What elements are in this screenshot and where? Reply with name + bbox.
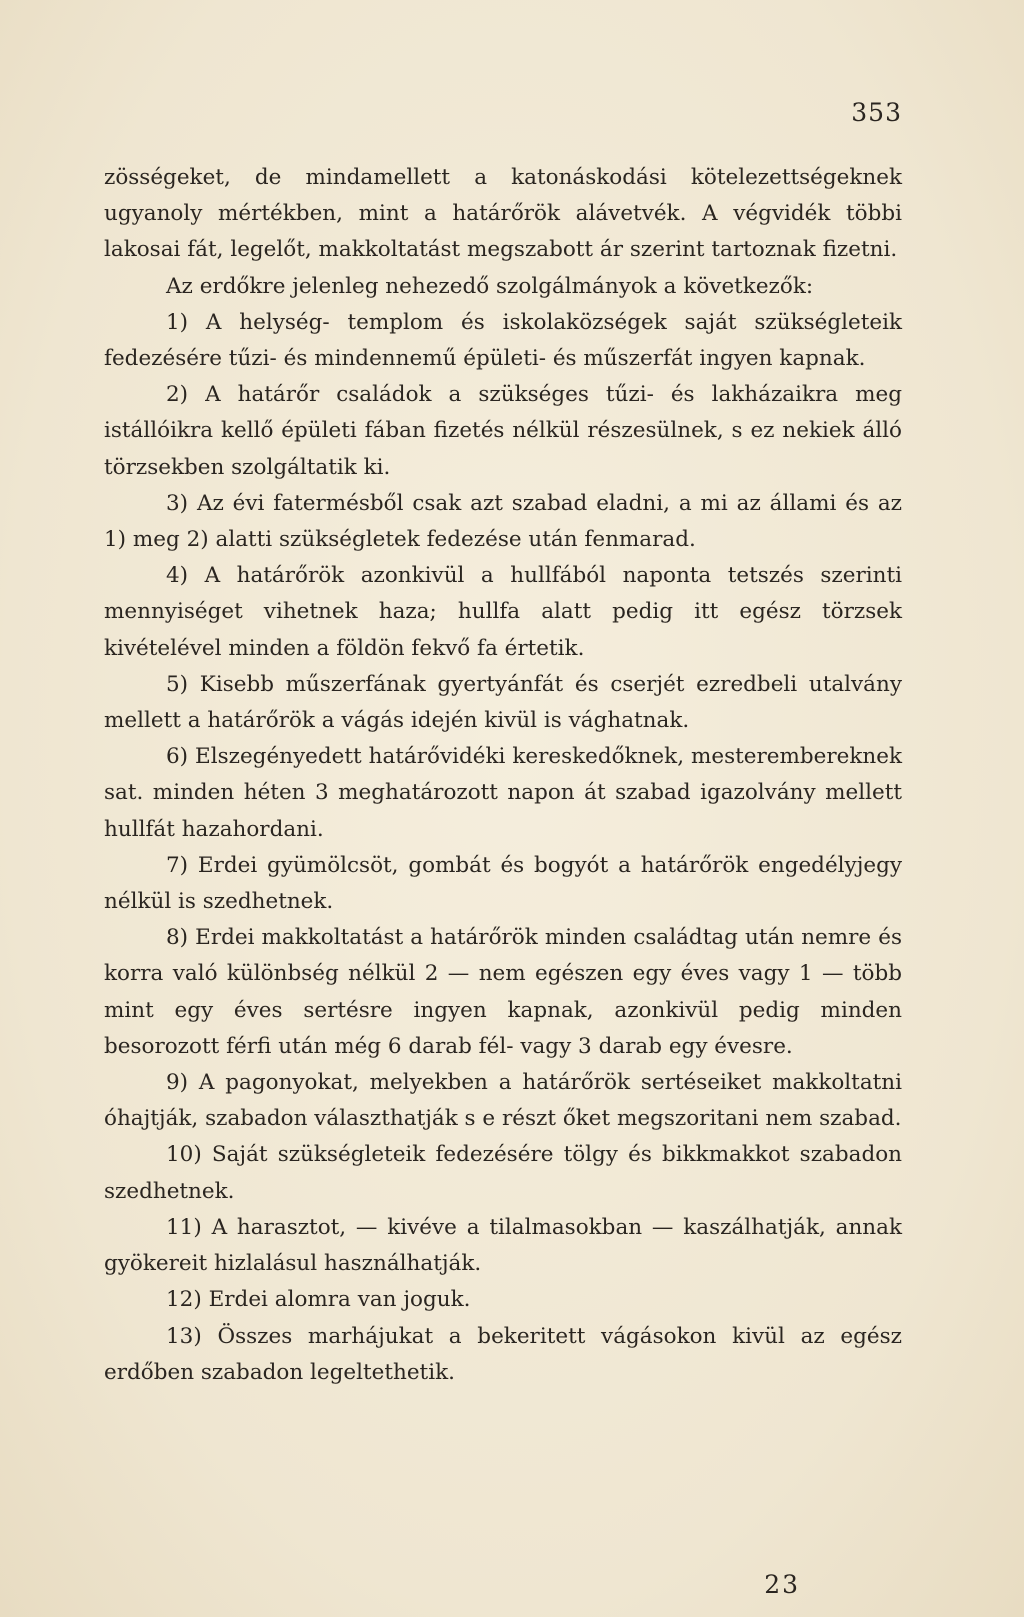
printer-signature-mark: 23 (764, 1570, 800, 1599)
paragraph-item-9: 9) A pagonyokat, melyekben a határőrök sertéseiket makkoltatni óhajtják, szabadon választhatják s e részt őket megszoritani nem szabad. (104, 1070, 902, 1132)
paragraph-item-13: 13) Összes marhájukat a bekeritett vágásokon kivül az egész erdőben szabadon legeltethetik. (104, 1323, 902, 1385)
paragraph-item-2: 2) A határőr családok a szükséges tűzi- és lakházaikra meg istállóikra kellő épületi fában fizetés nélkül részesülnek, s ez nekiek álló törzsekben szolgáltatik ki. (104, 382, 902, 480)
body-text (104, 160, 902, 1391)
paragraph-item-10: 10) Saját szükségleteik fedezésére tölgy és bikkmakkot szabadon szedhetnek. (104, 1142, 902, 1204)
paragraph-item-5: 5) Kisebb műszerfának gyertyánfát és cserjét ezredbeli utalvány mellett a határőrök a vágás idején kivül is vághatnak. (104, 671, 902, 734)
paragraph-item-3: 3) Az évi fatermésből csak azt szabad eladni, a mi az állami és az 1) meg 2) alatti szükségletek fedezése után fenmarad. (104, 490, 902, 553)
paragraph-item-6: 6) Elszegényedett határővidéki kereskedőknek, mesterembereknek sat. minden héten 3 meghatározott napon át szabad igazolvány mellett hullfát hazahordani. (104, 744, 902, 842)
paragraph-item-12: 12) Erdei alomra van joguk. (166, 1287, 471, 1313)
paragraph-item-4: 4) A határőrök azonkivül a hullfából naponta tetszés szerinti mennyiséget vihetnek haza; hullfa alatt pedig itt egész törzsek kivételével minden a földön fekvő fa értetik. (104, 563, 902, 661)
paragraph-item-11: 11) A harasztot, — kivéve a tilalmasokban — kaszálhatják, annak gyökereit hizlalásul használhatják. (104, 1214, 902, 1277)
paragraph-item-7: 7) Erdei gyümölcsöt, gombát és bogyót a határőrök engedélyjegy nélkül is szedhetnek. (104, 852, 902, 915)
paragraph-item-1: 1) A helység- templom és iskolaközségek saját szükségleteik fedezésére tűzi- és mindennemű épületi- és műszerfát ingyen kapnak. (104, 309, 902, 372)
paragraph-item-8: 8) Erdei makkoltatást a határőrök minden családtag után nemre és korra való különbség nélkül 2 — nem egészen egy éves vagy 1 — több mint egy éves sertésre ingyen kapnak, azonkivül pedig minden besorozott férfi után még 6 darab fél- vagy 3 darab egy évesre. (104, 925, 902, 1059)
paragraph-intro: zösségeket, de mindamellett a katonáskodási kötelezettségeknek ugyanoly mértékben, mint a határőrök alávetvék. A végvidék többi lakosai fát, legelőt, makkoltatást megszabott ár szerint tartoznak fizetni. (104, 165, 902, 263)
paragraph-list-heading: Az erdőkre jelenleg nehezedő szolgálmányok a következők: (166, 273, 814, 299)
page-number: 353 (851, 98, 902, 127)
